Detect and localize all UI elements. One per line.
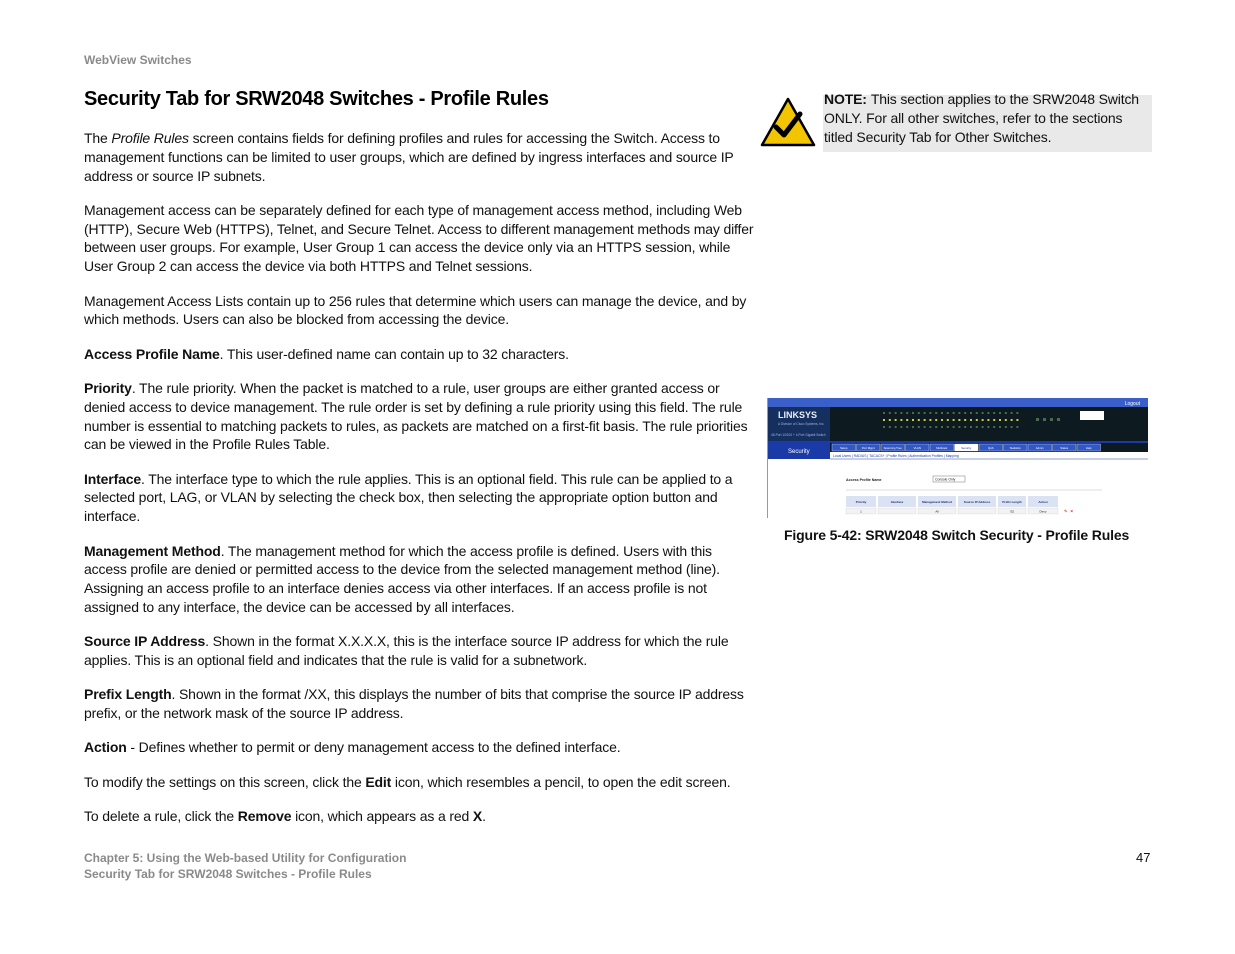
table-cell-value: All (935, 509, 939, 514)
port-led (918, 419, 920, 421)
screenshot-graphic (768, 398, 1148, 518)
sub-navigation[interactable]: Local Users | RADIUS | TACACS+ | Profile Rules | Authentication Profiles | Mapping (833, 454, 959, 458)
table-cell-value: 1 (860, 509, 862, 514)
access-paragraph: Management access can be separately defined for each type of management access method, including Web (HTTP), Secure Web (HTTPS), Telnet, and Secure Telnet. Access to different management methods may differ between user groups. For example, User Group 1 can access the device only via an HTTPS session, while User Group 2 can access the device via both HTTPS and Telnet sessions. (84, 201, 754, 275)
port-led (1005, 412, 1007, 414)
port-led (999, 412, 1001, 414)
table-row (846, 508, 1073, 514)
port-led (1016, 426, 1018, 428)
port-led (1011, 412, 1013, 414)
port-led (982, 426, 984, 428)
tab-label: Security (961, 446, 972, 450)
column-header: Priority (855, 500, 867, 504)
port-led (999, 426, 1001, 428)
profile-name-label: Access Profile Name (846, 478, 882, 482)
port-led (1016, 412, 1018, 414)
column-header: Action (1038, 500, 1048, 504)
tab-label: VLAN (913, 446, 921, 450)
port-led (958, 419, 960, 421)
port-led (1016, 419, 1018, 421)
port-led (924, 426, 926, 428)
port-led (889, 426, 891, 428)
edit-paragraph: To modify the settings on this screen, click the Edit icon, which resembles a pencil, to open the edit screen. (84, 773, 731, 790)
edit-icon[interactable]: ✎ (1064, 508, 1068, 514)
port-led (953, 419, 955, 421)
port-led (935, 426, 937, 428)
port-led (1005, 419, 1007, 421)
port-led (976, 426, 978, 428)
field-action: Action - Defines whether to permit or deny management access to the defined interface. (84, 739, 621, 756)
table-cell-value: /32 (1009, 509, 1015, 514)
port-led (900, 412, 902, 414)
remove-paragraph: To delete a rule, click the Remove icon, which appears as a red X. (84, 808, 486, 825)
field-profile-name: Access Profile Name. This user-defined name can contain up to 32 characters. (84, 345, 569, 362)
port-led (987, 426, 989, 428)
port-led (1043, 418, 1046, 421)
port-led (935, 412, 937, 414)
tab-label: Admin (1035, 446, 1044, 450)
port-led (999, 419, 1001, 421)
port-led (993, 426, 995, 428)
port-led (906, 412, 908, 414)
port-led (987, 412, 989, 414)
section-label: Security (788, 449, 810, 455)
port-led (889, 412, 891, 414)
port-led (953, 412, 955, 414)
port-led (900, 426, 902, 428)
port-led (982, 419, 984, 421)
tab-label: Status (1060, 446, 1069, 450)
profile-rules-term: Profile Rules (111, 130, 189, 146)
tab-label: Port Mgmt (861, 446, 875, 450)
port-led (1036, 418, 1039, 421)
port-led (982, 412, 984, 414)
port-led (1011, 426, 1013, 428)
port-led (970, 419, 972, 421)
port-led (964, 412, 966, 414)
field-management-method: Management Method. The management method for which the access profile is defined. Users with this access profile are denied or permitted access to the device from the selected management method (line). Assigning an access profile to an interface denies access via other interfaces. If an access profile is not assigned to any interface, the device can be accessed by all interfaces. (84, 542, 720, 615)
port-led (924, 419, 926, 421)
logo-subtitle: A Division of Cisco Systems, Inc. (778, 422, 825, 426)
port-led (929, 419, 931, 421)
port-led (976, 412, 978, 414)
access-lists-paragraph: Management Access Lists contain up to 256 rules that determine which users can manage the device, and by which methods. Users can also be blocked from accessing the device. (84, 292, 747, 328)
port-led (941, 426, 943, 428)
port-led (929, 412, 931, 414)
column-header: Interface (890, 500, 904, 504)
tab-label: Help (1085, 446, 1092, 450)
port-led (993, 419, 995, 421)
logout-link[interactable]: Logout (1124, 401, 1140, 407)
port-led (889, 419, 891, 421)
port-led (912, 419, 914, 421)
port-led (964, 419, 966, 421)
page-footer (84, 850, 406, 882)
port-led (970, 412, 972, 414)
port-led (912, 412, 914, 414)
page-number: 47 (1136, 850, 1151, 865)
port-led (912, 426, 914, 428)
port-led (947, 412, 949, 414)
port-led (883, 412, 885, 414)
body-column (84, 129, 756, 841)
port-led (970, 426, 972, 428)
port-led (953, 426, 955, 428)
port-led (941, 412, 943, 414)
port-led (935, 419, 937, 421)
tab-label: Setup (840, 446, 848, 450)
model-text: 48-Port 10/100 + 4-Port Gigabit Switch (771, 433, 826, 437)
profile-name-value: Console Only (935, 477, 956, 482)
port-led (895, 426, 897, 428)
port-led (947, 426, 949, 428)
field-interface: Interface. The interface type to which the rule applies. This is an optional field. This rule can be applied to a selected port, LAG, or VLAN by selecting the check box, then selecting the appropriate option button and interface. (84, 470, 733, 525)
tab-label: Statistics (1009, 446, 1021, 450)
figure-screenshot (767, 398, 1148, 518)
port-led (1050, 418, 1053, 421)
port-led (895, 419, 897, 421)
port-led (895, 412, 897, 414)
footer-section: Security Tab for SRW2048 Switches - Profile Rules (84, 867, 372, 881)
linksys-logo: LINKSYS (778, 410, 818, 420)
port-led (987, 419, 989, 421)
checkmark-warning-icon (760, 97, 816, 147)
tab-label: QoS (987, 446, 994, 450)
port-led (900, 419, 902, 421)
port-led (883, 426, 885, 428)
port-led (1057, 418, 1060, 421)
table-cell-value: Deny (1039, 509, 1047, 514)
running-header: WebView Switches (84, 53, 192, 67)
port-led (924, 412, 926, 414)
column-header: Source IP Address (963, 500, 991, 504)
port-led (1005, 426, 1007, 428)
footer-chapter: Chapter 5: Using the Web-based Utility for Configuration (84, 851, 407, 865)
table-cell (958, 508, 996, 514)
tab-bar (832, 444, 1101, 451)
port-led (958, 412, 960, 414)
remove-icon[interactable]: ✕ (1070, 508, 1074, 514)
port-led (883, 419, 885, 421)
port-led (958, 426, 960, 428)
port-led (906, 419, 908, 421)
port-led (993, 412, 995, 414)
port-led (918, 426, 920, 428)
field-priority: Priority. The rule priority. When the packet is matched to a rule, user groups are either granted access or denied access to device management. The rule order is set by defining a rule priority using this field. The rule number is essential to matching packets to rules, as packets are matched on a first-fit basis. The rule priorities can be viewed in the Profile Rules Table. (84, 379, 748, 453)
port-led (918, 412, 920, 414)
tab-label: Multicast (936, 446, 948, 450)
port-led (964, 426, 966, 428)
port-led (906, 426, 908, 428)
port-led (1011, 419, 1013, 421)
port-led (947, 419, 949, 421)
port-led (941, 419, 943, 421)
page-title: Security Tab for SRW2048 Switches - Profile Rules (84, 88, 549, 110)
port-led (976, 419, 978, 421)
column-header: Prefix Length (1002, 500, 1022, 504)
intro-paragraph: The Profile Rules screen contains fields for defining profiles and rules for accessing the Switch. Access to management functions can be limited to user groups, which are defined by ingress interfaces and source IP address or source IP subnets. (84, 130, 734, 184)
port-led (929, 426, 931, 428)
field-prefix-length: Prefix Length. Shown in the format /XX, this displays the number of bits that comprise the source IP address prefix, or the network mask of the source IP address. (84, 686, 744, 722)
note-text: NOTE: This section applies to the SRW2048 Switch ONLY. For all other switches, refer to the sections titled Security Tab for Other Switches. (824, 91, 1139, 145)
field-source-ip: Source IP Address. Shown in the format X.X.X.X, this is the interface source IP address for which the rule applies. This is an optional field and indicates that the rule is valid for a subnetwork. (84, 633, 729, 669)
column-header: Management Method (922, 500, 952, 504)
tab-label: Spanning Tree (883, 446, 902, 450)
figure-caption: Figure 5-42: SRW2048 Switch Security - Profile Rules (784, 527, 1130, 543)
table-cell (878, 508, 916, 514)
